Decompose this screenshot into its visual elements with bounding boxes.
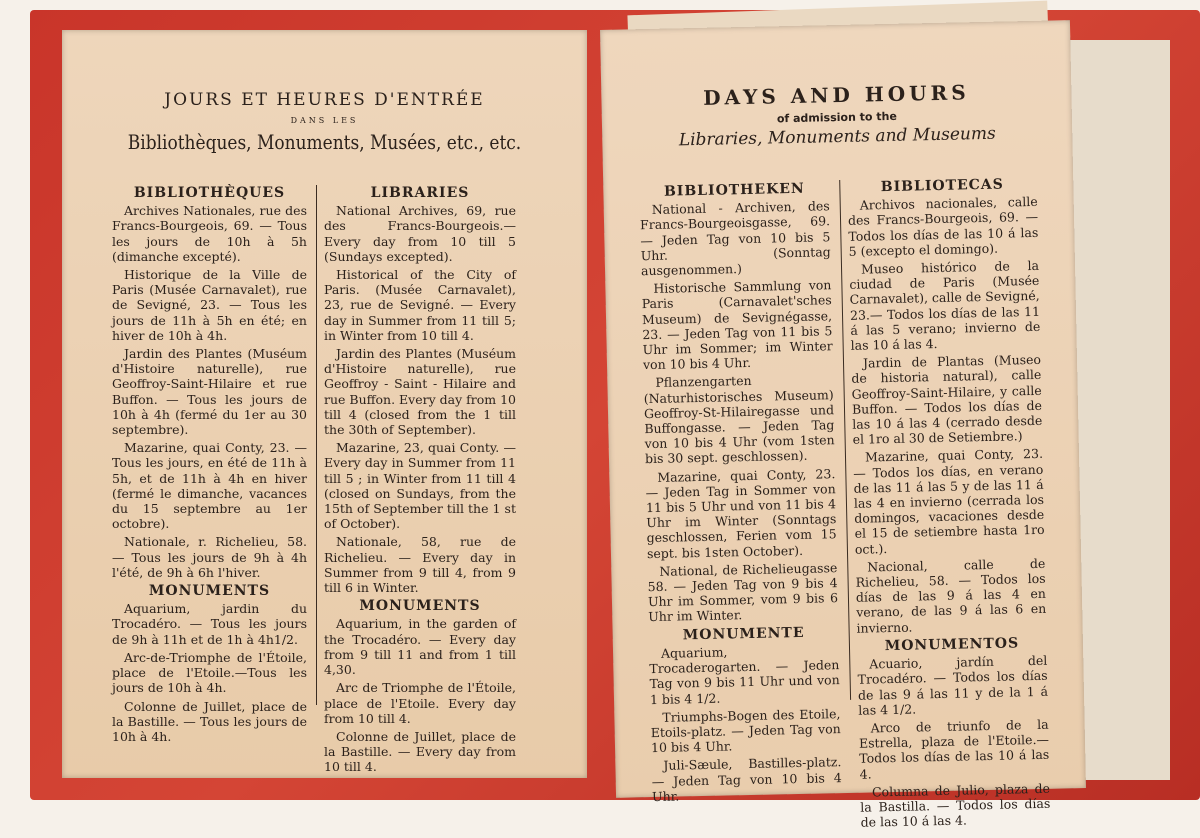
entry: Nationale, r. Richelieu, 58. — Tous les jours de 9h à 4h l'été, de 9h à 6h l'hiver. xyxy=(112,534,307,580)
entry: Jardin des Plantes (Muséum d'Histoire naturelle), rue Geoffroy-Saint-Hilaire et rue Buffon. — Tous les jours de 10h à 4h (fermé du 1er au 30 septembre). xyxy=(112,346,307,438)
entry: Mazarine, quai Conty, 23. — Jeden Tag in Sommer von 11 bis 5 Uhr und von 11 bis 4 Uhr im Winter (Sonntags geschlossen, Ferien vom 15 sept. bis 1sten October). xyxy=(645,465,837,561)
entry: Columna de Julio, plaza de la Bastilla. — Todos los días de las 10 á las 4. xyxy=(860,780,1051,830)
entry: Jardin de Plantas (Museo de historia natural), calle Geoffroy-Saint-Hilaire, y calle Buffon. — Todos los días de las 10 á las 4 (cerrado desde el 1ro al 30 de Setiembre.) xyxy=(851,352,1043,448)
entry: Colonne de Juillet, place de la Bastille. — Tous les jours de 10h à 4h. xyxy=(112,698,307,744)
spanish-column xyxy=(847,173,1051,833)
entry: Museo histórico de la ciudad de Paris (Musée Carnavalet), calle de Sevigné, 23.— Todos los días de las 11 á las 5 verano; invierno de las 10 á las 4. xyxy=(849,257,1041,353)
entry: Mazarine, quai Conty, 23. — Tous les jours, en été de 11h à 5h, et de 11h à 4h en hiver (fermé le dimanche, vacances du 15 septembre au 1er octobre). xyxy=(112,440,307,532)
german-column xyxy=(639,177,842,807)
entry: Arco de triunfo de la Estrella, plaza de l'Etoile.— Todos los días de las 10 á las 4. xyxy=(858,716,1050,782)
entry: Acuario, jardín del Trocadéro. — Todos los días de las 9 á las 11 y de la 1 á las 4 1/2. xyxy=(857,652,1049,718)
right-page-sub: of admission to the xyxy=(776,109,897,126)
section-title: BIBLIOTHEKEN xyxy=(663,180,805,200)
entry: Jardin des Plantes (Muséum d'Histoire naturelle), rue Geoffroy - Saint - Hilaire and rue Buffon. Every day from 10 till 4 (closed from the 1 till the 30th of September). xyxy=(324,346,516,438)
entry: Arc-de-Triomphe de l'Étoile, place de l'Etoile.—Tous les jours de 10h à 4h. xyxy=(112,649,307,696)
section-title: BIBLIOTHÈQUES xyxy=(133,185,286,201)
entry: National, de Richelieugasse 58. — Jeden Tag von 9 bis 4 Uhr im Sommer, vom 9 bis 6 Uhr im Winter. xyxy=(647,560,839,625)
column-divider xyxy=(316,185,317,705)
french-column xyxy=(112,182,307,747)
entry: Aquarium, jardin du Trocadéro. — Tous les jours de 9h à 11h et de 1h à 4h1/2. xyxy=(112,601,307,647)
entry: Historical of the City of Paris. (Musée Carnavalet), 23, rue de Sevigné. — Every day in Summer from 11 till 5; in Winter from 10 till 4. xyxy=(324,267,516,343)
entry: Aquarium, in the garden of the Trocadéro. — Every day from 9 till 11 and from 1 till 4,30. xyxy=(324,616,516,678)
section-title: MONUMENTS xyxy=(148,583,271,600)
section-title: BIBLIOTECAS xyxy=(880,176,1004,196)
left-page-heading: Bibliothèques, Monuments, Musées, etc., etc. xyxy=(127,130,522,154)
entry: Aquarium, Trocaderogarten. — Jeden Tag von 9 bis 11 Uhr und von 1 bis 4 1/2. xyxy=(649,644,840,707)
entry: Colonne de Juillet, place de la Bastille. — Every day from 10 till 4. xyxy=(324,728,516,775)
right-page-title: DAYS AND HOURS xyxy=(702,80,970,110)
entry: Historique de la Ville de Paris (Musée Carnavalet), rue de Sevigné, 23. — Tous les jours de 11h à 5h en été; en hiver de 10h à 4h. xyxy=(112,267,307,343)
entry: Nacional, calle de Richelieu, 58. — Todos los días de las 9 á las 4 en verano, de las 9 á las 6 en invierno. xyxy=(855,555,1047,636)
entry: Triumphs-Bogen des Etoile, Etoils-platz. — Jeden Tag von 10 bis 4 Uhr. xyxy=(650,705,841,756)
section-title: LIBRARIES xyxy=(370,185,470,201)
left-page-title: JOURS ET HEURES D'ENTRÉE xyxy=(164,90,485,110)
entry: Archivos nacionales, calle des Francs-Bourgeois, 69. — Todos los días de las 10 á las 5 (excepto el domingo). xyxy=(847,194,1039,259)
entry: Archives Nationales, rue des Francs-Bourgeois, 69. — Tous les jours de 10h à 5h (dimanche excepté). xyxy=(112,203,307,264)
english-column xyxy=(324,182,516,778)
entry: Arc de Triomphe de l'Étoile, place de l'Etoile. Every day from 10 till 4. xyxy=(324,680,516,726)
entry: Mazarine, quai Conty, 23. — Todos los días, en verano de las 11 á las 5 y de las 11 á las 4 en invierno (cerrada los domingos, vacaciones desde el 15 de setiembre hasta 1ro oct.). xyxy=(853,446,1045,557)
entry: Mazarine, 23, quai Conty. — Every day in Summer from 11 till 5 ; in Winter from 11 till 4 (closed on Sundays, from the 15th of September till the 1 st of October). xyxy=(324,440,516,532)
entry: National Archives, 69, rue des Francs-Bourgeois.— Every day from 10 till 5 (Sundays excepted). xyxy=(324,203,516,264)
left-page-sub: DANS LES xyxy=(290,116,359,125)
section-title: MONUMENTE xyxy=(682,624,805,644)
right-page-heading: Libraries, Monuments and Museums xyxy=(678,123,996,151)
right-page xyxy=(600,20,1086,830)
entry: Historische Sammlung von Paris (Carnavalet'sches Museum) de Sevignégasse, 23. — Jeden Tag von 11 bis 5 Uhr im Sommer; im Winter von 10 bis 4 Uhr. xyxy=(641,277,833,373)
entry: National - Archiven, des Francs-Bourgeoisgasse, 69. — Jeden Tag von 10 bis 5 Uhr. (Sonntag ausgenommen.) xyxy=(639,198,831,279)
section-title: MONUMENTOS xyxy=(884,635,1020,655)
entry: Nationale, 58, rue de Richelieu. — Every day in Summer from 9 till 4, from 9 till 6 in Winter. xyxy=(324,534,516,596)
entry: Juli-Sæule, Bastilles-platz. — Jeden Tag von 10 bis 4 Uhr. xyxy=(651,754,842,804)
left-page xyxy=(62,30,587,778)
section-title: MONUMENTS xyxy=(359,598,481,615)
entry: Pflanzengarten (Naturhistorisches Museum) Geoffroy-St-Hilairegasse und Buffongasse. — Jeden Tag von 10 bis 4 Uhr (vom 1sten bis 30 sept. geschlossen). xyxy=(643,373,835,467)
